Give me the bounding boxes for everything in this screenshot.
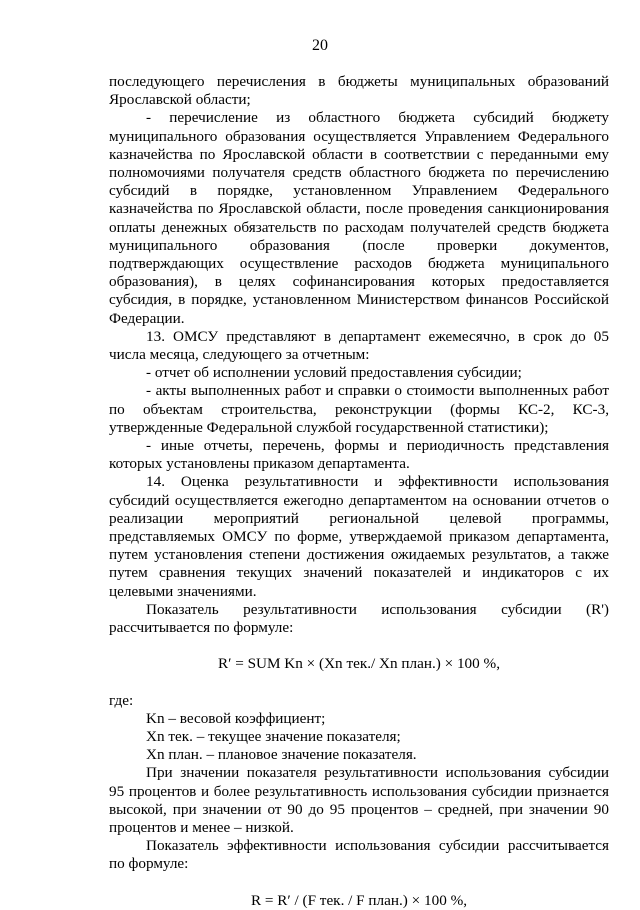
page-number: 20 (312, 37, 328, 54)
paragraph: Kn – весовой коэффициент; (146, 709, 326, 727)
paragraph: последующего перечисления в бюджеты муниципальных образований Ярославской области; (109, 73, 609, 109)
formula-result-index: R′ = SUM Kn × (Xn тек./ Xn план.) × 100 %, (217, 655, 500, 673)
paragraph: - отчет об исполнении условий предоставления субсидии; (146, 364, 522, 382)
paragraph: Xn тек. – текущее значение показателя; (146, 727, 401, 745)
document-body (109, 73, 609, 910)
paragraph: - перечисление из областного бюджета субсидий бюджету муниципального образования осуществляется Управлением Федерального казначейства по Ярославской области в соответствии с переданными ему полномочиями получателя средств областного бюджета по перечислению субсидий в порядке, установленном Управлением Федерального казначейства по Ярославской области, после проведения санкционирования оплаты денежных обязательств по расходам получателей средств бюджета муниципального образования (после проверки документов, подтверждающих осуществление расходов бюджета муниципального образования), в целях софинансирования которых предоставляется субсидия, в порядке, установленном Министерством финансов Российской Федерации. (109, 109, 609, 327)
paragraph: Показатель результативности использования субсидии (R') рассчитывается по формуле: (109, 600, 609, 637)
paragraph: Xn план. – плановое значение показателя. (146, 746, 417, 764)
paragraphs-after-formula (109, 710, 609, 874)
where-label: где: (109, 691, 134, 709)
paragraph: 14. Оценка результативности и эффективности использования субсидий осуществляется ежегодно департаментом на основании отчетов о реализации мероприятий региональной целевой программы, представляемых ОМСУ по форме, утверждаемой приказом департамента, путем установления степени достижения ожидаемых результатов, а также путем сравнения текущих значений показателей и индикаторов с их целевыми значениями. (109, 473, 609, 600)
paragraph: - акты выполненных работ и справки о стоимости выполненных работ по объектам строительства, реконструкции (формы КС-2, КС-3, утвержденные Федеральной службой государственной статистики); (109, 382, 609, 436)
paragraphs-before-formula (109, 73, 609, 637)
paragraph: - иные отчеты, перечень, формы и периодичность представления которых установлены приказом департамента. (109, 437, 609, 473)
paragraph: При значении показателя результативности использования субсидии 95 процентов и более результативность использования субсидии признается высокой, при значении от 90 до 95 процентов – средней, при значении 90 процентов и менее – низкой. (109, 764, 609, 836)
paragraph: Показатель эффективности использования субсидии рассчитывается по формуле: (109, 837, 609, 873)
paragraph: 13. ОМСУ представляют в департамент ежемесячно, в срок до 05 числа месяца, следующего за отчетным: (109, 327, 609, 364)
formula-efficiency-index: R = R′ / (F тек. / F план.) × 100 %, (250, 891, 468, 909)
